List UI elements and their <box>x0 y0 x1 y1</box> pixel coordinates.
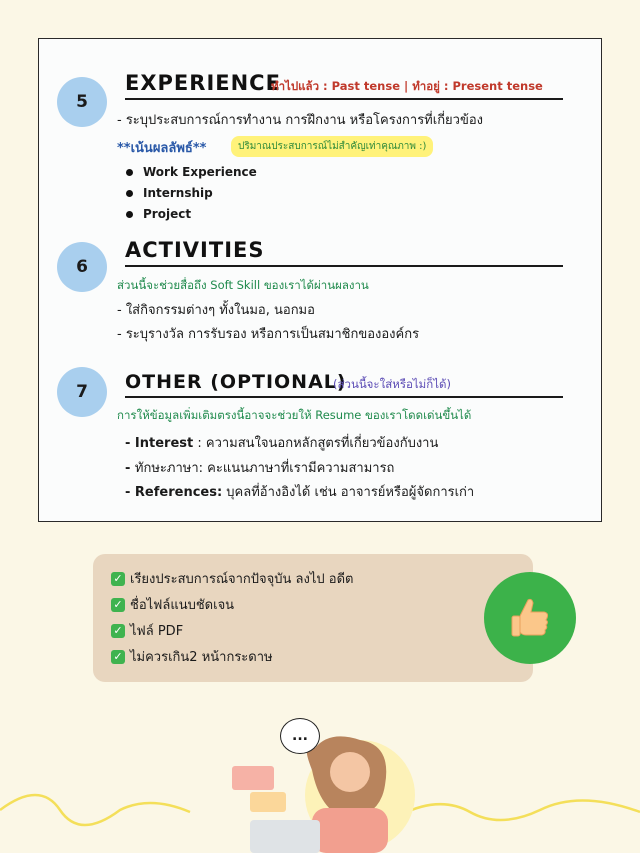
check-icon: ✓ <box>111 572 125 586</box>
other-item-language <box>125 457 394 478</box>
section-number-7: 7 <box>57 367 107 417</box>
note-card-yellow <box>250 792 286 812</box>
activities-note: ส่วนนี้จะช่วยสื่อถึง Soft Skill ของเราได้ผ่านผลงาน <box>117 278 369 292</box>
thumbs-up-icon <box>502 590 558 646</box>
bullet-work-experience: Work Experience <box>143 165 257 179</box>
thumbs-up-badge <box>484 572 576 664</box>
resume-guide-card <box>38 38 602 522</box>
tip-text: เรียงประสบการณ์จากปัจจุบัน ลงไป อดีต <box>130 572 354 587</box>
optional-note: (ส่วนนี้จะใส่หรือไม่ก็ได้) <box>333 377 451 391</box>
other-item-label: - Interest <box>125 436 194 451</box>
other-note: การให้ข้อมูลเพิ่มเติมตรงนี้อาจจะช่วยให้ Resume ของเราโดดเด่นขึ้นได้ <box>117 408 472 422</box>
tense-note: ทำไปแล้ว : Past tense | ทำอยู่ : Present tense <box>271 79 543 93</box>
activities-line-2: - ระบุรางวัล การรับรอง หรือการเป็นสมาชิกขององค์กร <box>117 327 420 342</box>
note-card-pink <box>232 766 274 790</box>
check-icon: ✓ <box>111 650 125 664</box>
section-number-6: 6 <box>57 242 107 292</box>
speech-bubble: ... <box>280 718 320 754</box>
activities-rule <box>125 265 563 267</box>
other-item-references <box>125 481 474 502</box>
tip-item <box>111 646 273 667</box>
other-item-text: บุคลที่อ้างอิงได้ เช่น อาจารย์หรือผู้จัดการเก่า <box>222 485 475 500</box>
experience-line: - ระบุประสบการณ์การทำงาน การฝึกงาน หรือโครงการที่เกี่ยวข้อง <box>117 113 484 128</box>
section-number-5: 5 <box>57 77 107 127</box>
other-item-interest <box>125 432 438 453</box>
tip-text: ไฟล์ PDF <box>130 624 184 639</box>
tip-item <box>111 568 353 589</box>
tip-item <box>111 594 234 615</box>
bottom-illustration <box>0 700 640 853</box>
other-heading: OTHER (OPTIONAL) <box>125 371 347 393</box>
other-item-label: - <box>125 461 135 476</box>
shirt <box>312 808 388 853</box>
highlight-note: ปริมาณประสบการณ์ไม่สำคัญเท่าคุณภาพ :) <box>231 136 433 157</box>
tip-text: ชื่อไฟล์แนบชัดเจน <box>130 598 235 613</box>
experience-heading: EXPERIENCE <box>125 71 281 95</box>
activities-line-1: - ใส่กิจกรรมต่างๆ ทั้งในมอ, นอกมอ <box>117 303 315 318</box>
bullet-project: Project <box>143 207 192 221</box>
face <box>330 752 370 792</box>
other-item-text: ทักษะภาษา: คะแนนภาษาที่เรามีความสามารถ <box>134 461 395 476</box>
check-icon: ✓ <box>111 598 125 612</box>
yellow-squiggle-left <box>0 795 190 825</box>
laptop <box>250 820 320 853</box>
other-item-text: : ความสนใจนอกหลักสูตรที่เกี่ยวข้องกับงาน <box>193 436 439 451</box>
yellow-squiggle-right <box>400 800 640 820</box>
tip-item <box>111 620 183 641</box>
tip-text: ไม่ควรเกิน2 หน้ากระดาษ <box>130 650 273 665</box>
activities-heading: ACTIVITIES <box>125 238 265 262</box>
other-rule <box>125 396 563 398</box>
emphasis-text: **เน้นผลลัพธ์** <box>117 141 207 156</box>
tips-box <box>93 554 533 682</box>
bullet-internship: Internship <box>143 186 213 200</box>
check-icon: ✓ <box>111 624 125 638</box>
experience-rule <box>125 98 563 100</box>
other-item-label: - References: <box>125 485 223 500</box>
